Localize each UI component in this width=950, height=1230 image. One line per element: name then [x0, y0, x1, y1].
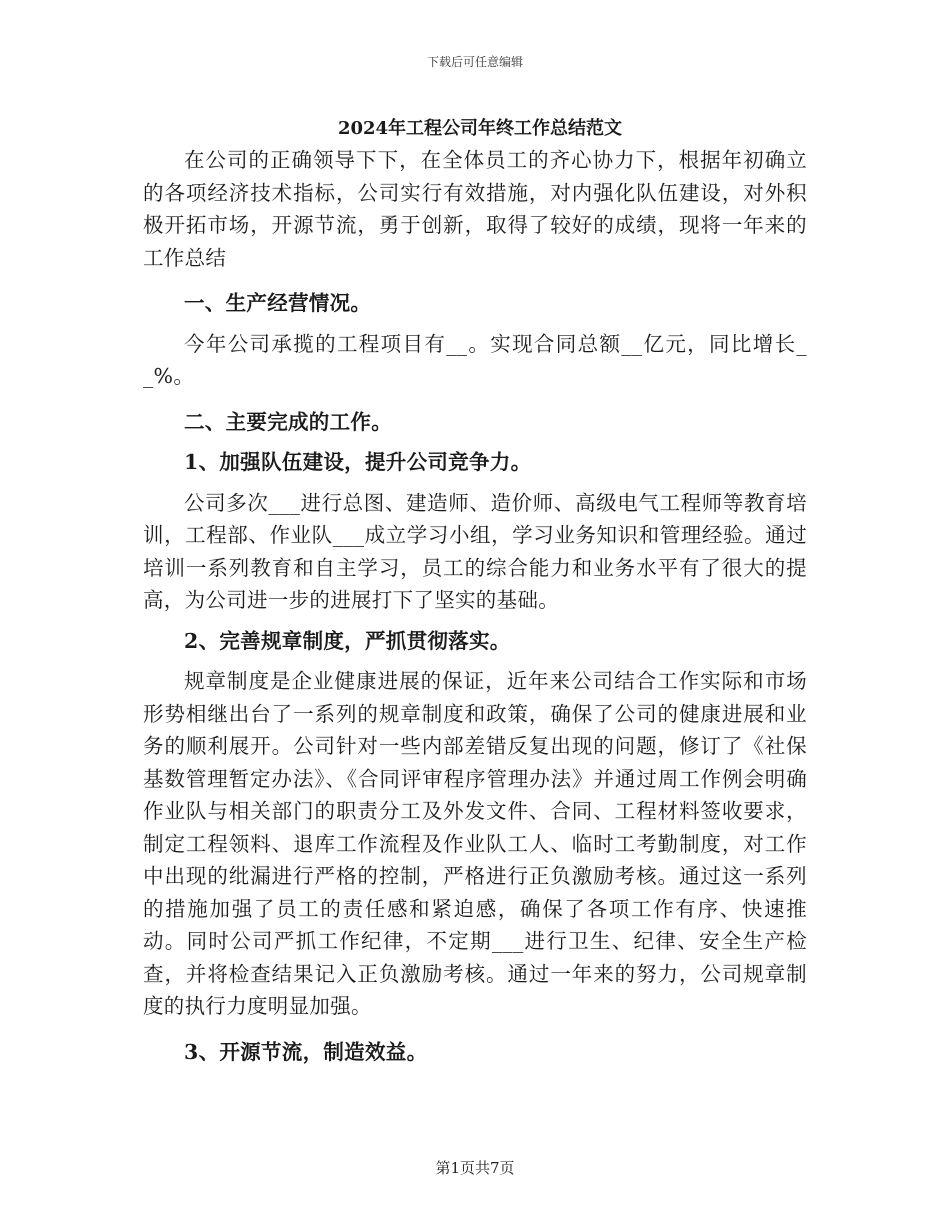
section-paragraph-production: 今年公司承揽的工程项目有__。实现合同总额__亿元，同比增长__%。: [143, 331, 807, 388]
section-paragraph-regulations: 规章制度是企业健康进展的保证，近年来公司结合工作实际和市场形势相继出台了一系列的规章制度和政策，确保了公司的健康进展和业务的顺利展开。公司针对一些内部差错反复出现的问题，修订了《社保基数管理暂定办法》、《合同评审程序管理办法》并通过周工作例会明确作业队与相关部门的职责分工及外发文件、合同、工程材料签收要求，制定工程领料、退库工作流程及作业队工人、临时工考勤制度，对工作中出现的纰漏进行严格的控制，严格进行正负激励考核。通过这一系列的措施加强了员工的责任感和紧迫感，确保了各项工作有序、快速推动。同时公司严抓工作纪律，不定期___进行卫生、纪律、安全生产检查，并将检查结果记入正负激励考核。通过一年来的努力，公司规章制度的执行力度明显加强。: [143, 669, 807, 1018]
section-heading-production: 一、生产经营情况。: [184, 291, 372, 315]
intro-paragraph: 在公司的正确领导下下，在全体员工的齐心协力下，根据年初确立的各项经济技术指标，公司实行有效措施，对内强化队伍建设，对外积极开拓市场，开源节流，勇于创新，取得了较好的成绩，现将一年来的工作总结: [143, 148, 807, 270]
page-footer: 第1页共7页: [435, 1159, 515, 1177]
document-body: [143, 114, 807, 1068]
page-header: 下载后可任意编辑: [426, 55, 523, 69]
section-heading-revenue: 3、开源节流，制造效益。: [184, 1039, 428, 1064]
section-heading-team-building: 1、加强队伍建设，提升公司竞争力。: [184, 450, 532, 474]
section-heading-main-work: 二、主要完成的工作。: [184, 409, 392, 434]
document-title: 2024年工程公司年终工作总结范文: [337, 118, 623, 139]
section-heading-regulations: 2、完善规章制度，严抓贯彻落实。: [184, 628, 511, 653]
section-paragraph-team-building: 公司多次___进行总图、建造师、造价师、高级电气工程师等教育培训，工程部、作业队___成立学习小组，学习业务知识和管理经验。通过培训一系列教育和自主学习，员工的综合能力和业务水平有了很大的提高，为公司进一步的进展打下了坚实的基础。: [143, 490, 807, 612]
